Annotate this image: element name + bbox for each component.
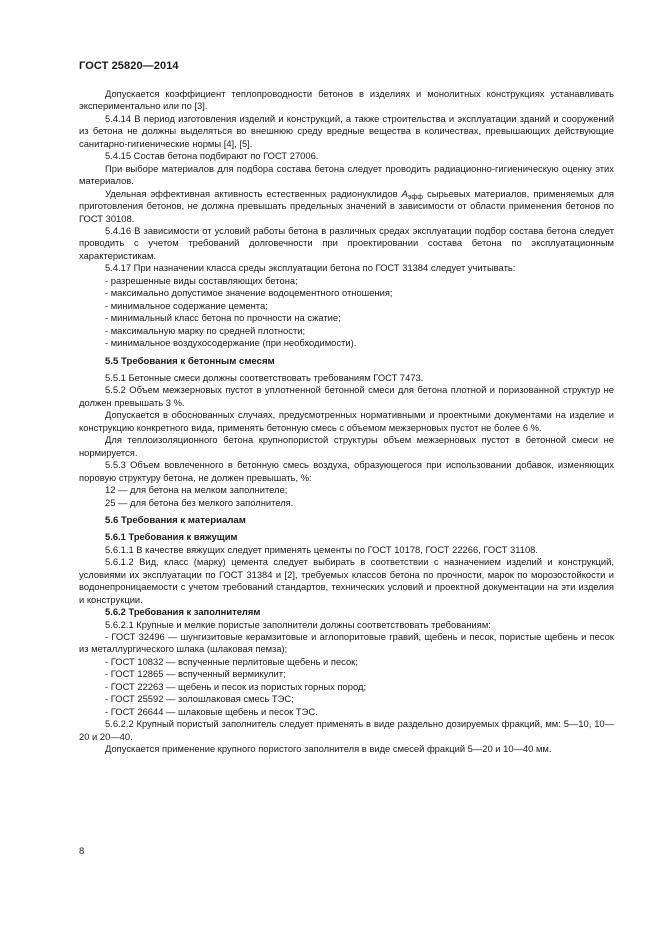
- paragraph: 5.6.1.2 Вид, класс (марку) цемента следует выбирать в соответствии с назначением изделий и конструкций, условиями их эксплуатации по ГОСТ 31384 и [2], требуемых классов бетона по прочности, марок по морозостойкости и водонепроницаемости с учетом требований стандартов, технических условий и проектной документации на эти изделия и конструкции.: [79, 556, 614, 605]
- page-header-standard-code: ГОСТ 25820—2014: [79, 60, 179, 72]
- paragraph: 5.4.16 В зависимости от условий работы бетона в различных средах эксплуатации подбор состава бетона следует проводить с учетом требований долговечности при проектировании состава бетона по эксплуатационным характеристикам.: [79, 224, 614, 261]
- list-item: - минимальное содержание цемента;: [105, 299, 268, 311]
- text-fragment: сырьевых материалов, применяемых для приготовления бетонов, не должна превышать предельных значений в зависимости от области применения бетонов по ГОСТ 30108.: [79, 187, 614, 224]
- paragraph: 5.6.1.1 В качестве вяжущих следует применять цементы по ГОСТ 10178, ГОСТ 22266, ГОСТ 31108.: [105, 543, 538, 555]
- text-fragment: Удельная эффективная активность естественных радионуклидов: [105, 187, 402, 199]
- list-item: 25 — для бетона без мелкого заполнителя.: [105, 496, 294, 508]
- list-item: - ГОСТ 10832 — вспученные перлитовые щебень и песок;: [105, 655, 358, 667]
- paragraph: 5.4.15 Состав бетона подбирают по ГОСТ 27006.: [105, 150, 319, 162]
- paragraph: Допускается применение крупного пористого заполнителя в виде смесей фракций 5—20 и 10—40 мм.: [105, 743, 552, 755]
- list-item: - ГОСТ 32496 — шунгизитовые керамзитовые и аглопоритовые гравий, щебень и песок, пористые щебень и песок из металлургического шлака (шлаковая пемза);: [79, 631, 614, 655]
- list-item: - ГОСТ 22263 — щебень и песок из пористых горных пород;: [105, 680, 367, 692]
- paragraph: 5.5.2 Объем межзерновых пустот в уплотненной бетонной смеси для бетона плотной и поризованной структур не должен превышать 3 %.: [79, 384, 614, 408]
- list-item: - ГОСТ 12865 — вспученный вермикулит;: [105, 668, 286, 680]
- list-item: 12 — для бетона на мелком заполнителе;: [105, 484, 288, 496]
- paragraph: 5.5.3 Объем вовлеченного в бетонную смесь воздуха, образующегося при использовании добавок, изменяющих поровую структуру бетона, не должен превышать, %:: [79, 459, 614, 483]
- list-item: - ГОСТ 25592 — золошлаковая смесь ТЭС;: [105, 693, 294, 705]
- list-item: - минимальный класс бетона по прочности на сжатие;: [105, 312, 341, 324]
- paragraph: Для теплоизоляционного бетона крупнопористой структуры объем межзерновых пустот в бетонной смеси не нормируется.: [79, 434, 614, 458]
- paragraph: 5.6.2.2 Крупный пористый заполнитель следует применять в виде раздельно дозируемых фракций, мм: 5—10, 10—20 и 20—40.: [79, 718, 614, 742]
- section-heading: 5.6 Требования к материалам: [105, 514, 246, 526]
- list-item: - минимальное воздухосодержание (при необходимости).: [105, 337, 357, 349]
- paragraph: 5.5.1 Бетонные смеси должны соответствовать требованиям ГОСТ 7473.: [105, 371, 424, 383]
- subsection-heading: 5.6.2 Требования к заполнителям: [105, 606, 261, 618]
- list-item: - ГОСТ 26644 — шлаковые щебень и песок ТЭС.: [105, 705, 318, 717]
- document-body: [79, 88, 614, 756]
- paragraph: Допускается в обоснованных случаях, предусмотренных нормативными и проектными документами на изделие и конструкцию конкретного вида, применять бетонную смесь с объемом межзерновых пустот не более 6 %.: [79, 409, 614, 433]
- paragraph: 5.6.2.1 Крупные и мелкие пористые заполнители должны соответствовать требованиям:: [105, 618, 491, 630]
- paragraph: 5.4.17 При назначении класса среды эксплуатации бетона по ГОСТ 31384 следует учитывать:: [105, 262, 516, 274]
- page-number: 8: [79, 846, 85, 857]
- paragraph: 5.4.14 В период изготовления изделий и конструкций, а также строительства и эксплуатации зданий и сооружений из бетона не должны выделяться во внешнюю среду вредные вещества в количествах, превышающих действующие санитарно-гигиенические нормы [4], [5].: [79, 112, 614, 149]
- paragraph-activity: [79, 188, 614, 225]
- list-item: - максимальную марку по средней плотности;: [105, 324, 306, 336]
- list-item: - максимально допустимое значение водоцементного отношения;: [105, 287, 393, 299]
- symbol-subscript: эфф: [407, 193, 424, 201]
- section-heading: 5.5 Требования к бетонным смесям: [105, 355, 275, 367]
- list-item: - разрешенные виды составляющих бетона;: [105, 274, 298, 286]
- subsection-heading: 5.6.1 Требования к вяжущим: [105, 531, 238, 543]
- paragraph: Допускается коэффициент теплопроводности бетонов в изделиях и монолитных конструкциях устанавливать экспериментально или по [3].: [79, 88, 614, 112]
- paragraph: При выборе материалов для подбора состава бетона следует проводить радиационно-гигиеническую оценку этих материалов.: [79, 162, 614, 187]
- symbol-a: A: [401, 187, 408, 199]
